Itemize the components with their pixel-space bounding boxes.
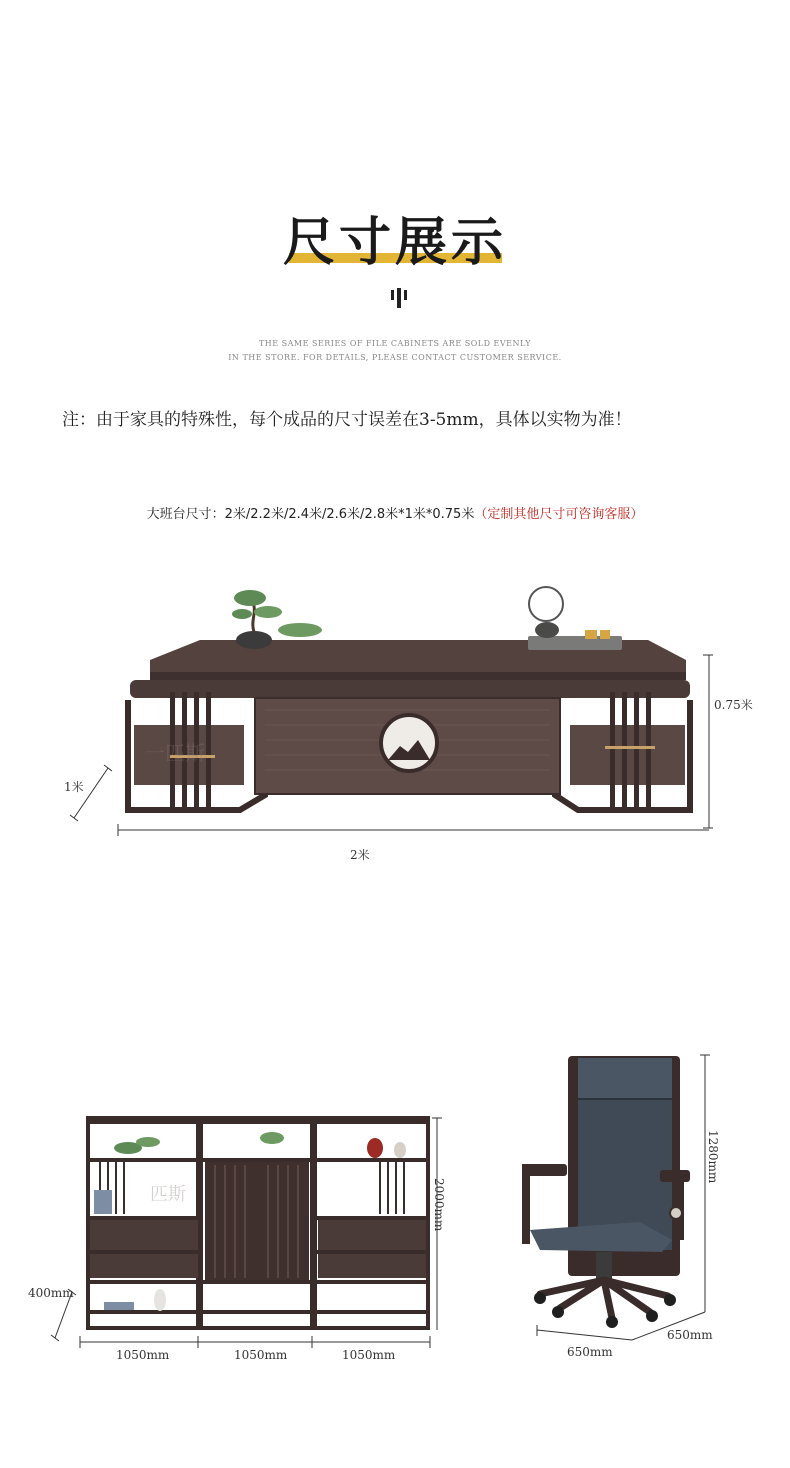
subtitle-line-2: IN THE STORE. FOR DETAILS, PLEASE CONTACT CUSTOMER SERVICE.: [228, 353, 562, 362]
cabinet-height-label: 2000mm: [432, 1178, 446, 1232]
desk-height-label: 0.75米: [714, 698, 753, 712]
chair-depth-label: 650mm: [667, 1328, 713, 1342]
desk-image: [128, 587, 690, 810]
desk-width-label: 2米: [350, 848, 370, 862]
svg-text:匹斯: 匹斯: [150, 1184, 186, 1205]
cabinet-section-3-label: 1050mm: [342, 1348, 396, 1362]
cabinet-image: [88, 1118, 428, 1328]
chair-height-label: 1280mm: [706, 1130, 720, 1184]
desk-depth-label: 1米: [64, 780, 84, 794]
cabinet-depth-label: 400mm: [28, 1286, 74, 1300]
desk-spec-label: 大班台尺寸：2米/2.2米/2.4米/2.6米/2.8米*1米*0.75米: [146, 507, 475, 522]
svg-text:一匹斯: 一匹斯: [145, 741, 205, 765]
chair-image: [522, 1056, 690, 1328]
chair-width-label: 650mm: [567, 1345, 613, 1359]
cabinet-section-1-label: 1050mm: [116, 1348, 170, 1362]
subtitle-line-1: THE SAME SERIES OF FILE CABINETS ARE SOLD EVENLY: [258, 339, 532, 348]
size-note: 注：由于家具的特殊性，每个成品的尺寸误差在3-5mm，具体以实物为准！: [62, 410, 632, 430]
desk-spec-custom: （定制其他尺寸可咨询客服）: [474, 507, 644, 522]
page-title: 尺寸展示: [282, 212, 507, 273]
cabinet-section-2-label: 1050mm: [234, 1348, 288, 1362]
